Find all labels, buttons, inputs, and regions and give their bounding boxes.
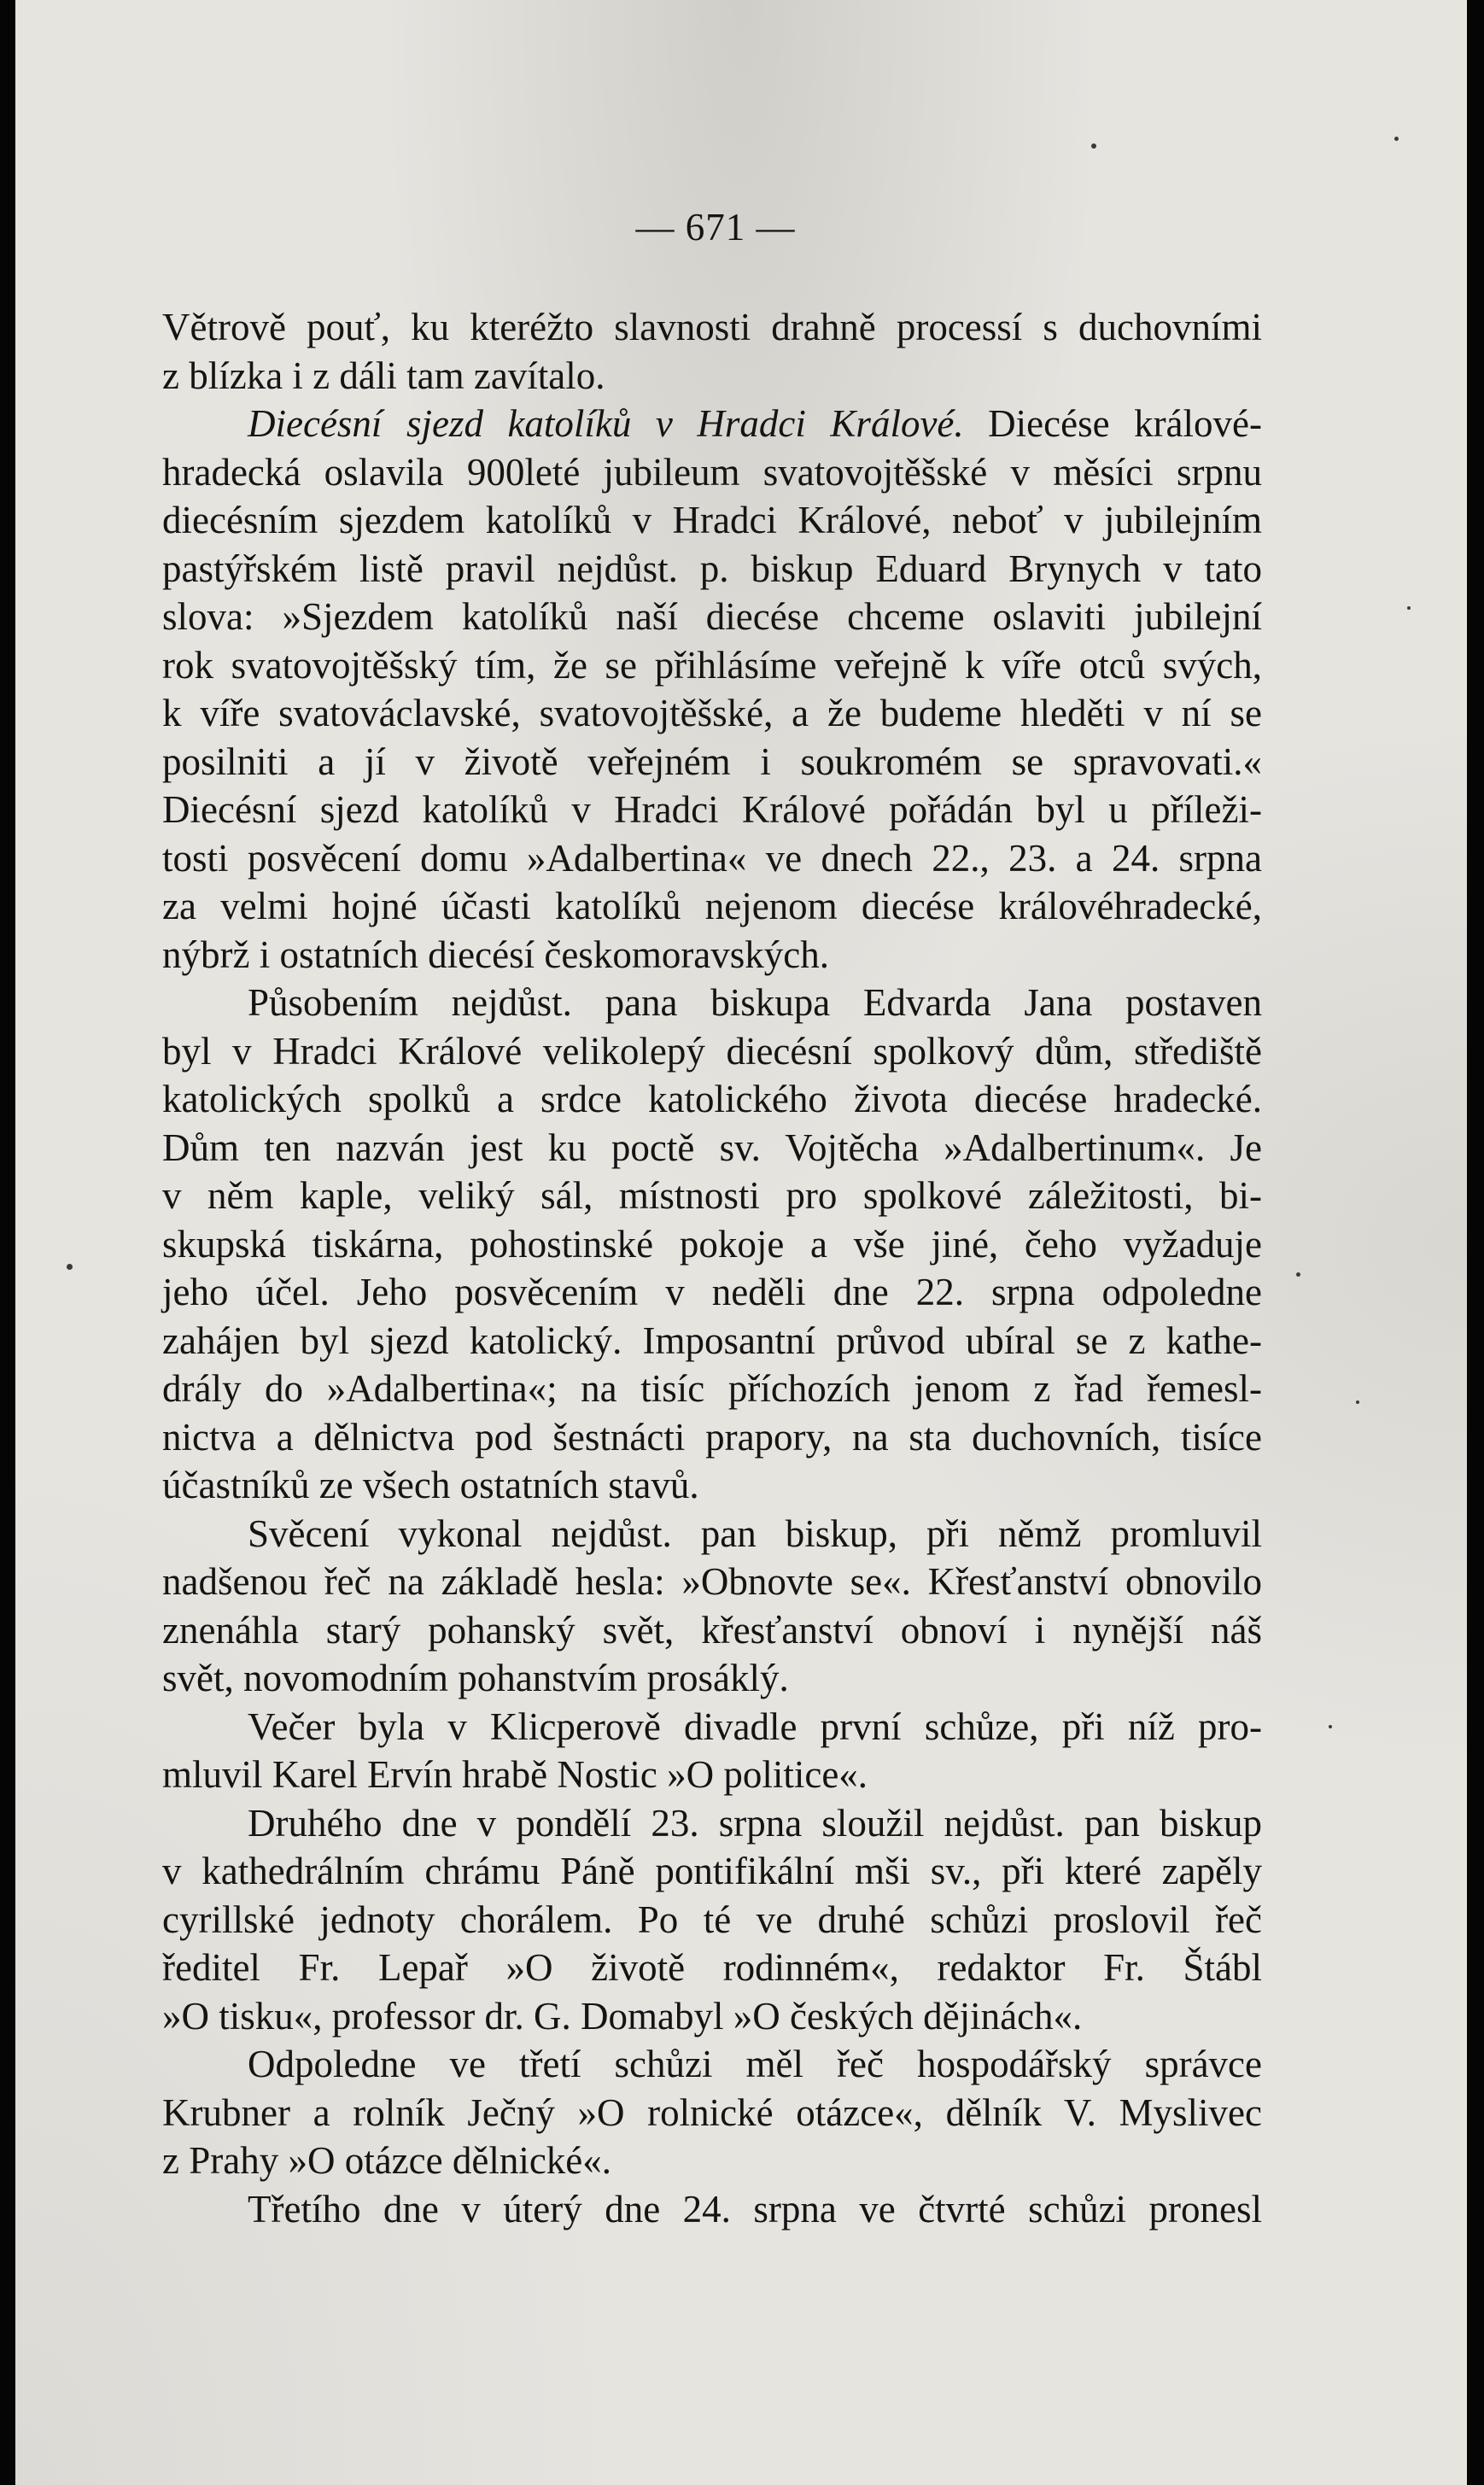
text-segment: ředitel Fr. Lepař »O životě rodinném«, redaktor Fr. Štábl: [162, 1946, 1262, 1989]
scan-speck: [1394, 137, 1399, 141]
text-segment: jeho účel. Jeho posvěcením v neděli dne 22. srpna odpoledne: [162, 1271, 1262, 1313]
page-number: — 671 —: [635, 206, 796, 248]
text-segment: mluvil Karel Ervín hrabě Nostic »O politice«.: [162, 1753, 868, 1796]
text-line: [162, 1654, 1262, 1703]
text-line: [162, 1268, 1262, 1317]
text-segment: z Prahy »O otázce dělnické«.: [162, 2139, 612, 2182]
text-segment: nadšenou řeč na základě hesla: »Obnovte se«. Křesťanství obnovilo: [162, 1560, 1262, 1603]
scan-speck: [1356, 1400, 1359, 1404]
text-segment: pastýřském listě pravil nejdůst. p. biskup Eduard Brynych v tato: [162, 547, 1262, 590]
text-segment: drály do »Adalbertina«; na tisíc příchozích jenom z řad řemesl-: [162, 1367, 1262, 1410]
text-segment: Druhého dne v pondělí 23. srpna sloužil nejdůst. pan biskup: [248, 1801, 1262, 1845]
text-line: [162, 2089, 1262, 2137]
text-segment: znenáhla starý pohanský svět, křesťanství obnoví i nynější náš: [162, 1608, 1262, 1652]
text-line: [162, 1896, 1262, 1944]
text-segment: byl v Hradci Králové velikolepý diecésní spolkový dům, střediště: [162, 1029, 1262, 1073]
text-line: [162, 738, 1262, 786]
text-line: [162, 641, 1262, 690]
text-segment: posilniti a jí v životě veřejném i soukromém se spravovati.«: [162, 740, 1262, 783]
text-line: [162, 1703, 1262, 1751]
text-segment: katolických spolků a srdce katolického života diecése hradecké.: [162, 1078, 1262, 1120]
scan-speck: [67, 1264, 73, 1270]
text-line: [162, 1220, 1262, 1269]
text-line: [162, 593, 1262, 641]
text-line: [162, 1944, 1262, 1992]
text-line: [162, 786, 1262, 834]
text-segment: »O tisku«, professor dr. G. Domabyl »O českých dějinách«.: [162, 1994, 1083, 2038]
text-segment: zahájen byl sjezd katolický. Imposantní průvod ubíral se z kathe-: [162, 1319, 1262, 1362]
text-line: [162, 1799, 1262, 1848]
text-segment: diecésním sjezdem katolíků v Hradci Králové, neboť v jubilejním: [162, 499, 1262, 541]
text-segment: nýbrž i ostatních diecésí českomoravských.: [162, 933, 830, 976]
text-line: [162, 882, 1262, 931]
text-line: [162, 1606, 1262, 1655]
text-segment: Večer byla v Klicperově divadle první schůze, při níž pro-: [248, 1704, 1262, 1748]
text-segment: v kathedrálním chrámu Páně pontifikální mši sv., při které zapěly: [162, 1850, 1262, 1892]
text-segment: nictva a dělnictva pod šestnácti prapory, na sta duchovních, tisíce: [162, 1415, 1262, 1459]
section-heading: Diecésní sjezd katolíků v Hradci Králové.: [248, 402, 964, 445]
text-line: [162, 931, 1262, 979]
text-segment: z blízka i z dáli tam zavítalo.: [162, 354, 605, 397]
text-line: [162, 1413, 1262, 1462]
text-segment: hradecká oslavila 900leté jubileum svatovojtěšské v měsíci srpnu: [162, 450, 1262, 494]
text-line: [162, 400, 1262, 448]
text-line: [162, 1751, 1262, 1799]
text-segment: v něm kaple, veliký sál, místnosti pro spolkové záležitosti, bi-: [162, 1174, 1262, 1217]
scanned-page: [15, 0, 1467, 2485]
text-segment: slova: »Sjezdem katolíků naší diecése chceme oslaviti jubilejní: [162, 595, 1262, 638]
text-segment: Působením nejdůst. pana biskupa Edvarda Jana postaven: [248, 981, 1262, 1024]
text-line: [162, 545, 1262, 593]
text-segment: Odpoledne ve třetí schůzi měl řeč hospodářský správce: [248, 2043, 1262, 2085]
scan-speck: [1091, 143, 1096, 149]
text-line: [162, 1461, 1262, 1510]
text-segment: skupská tiskárna, pohostinské pokoje a vše jiné, čeho vyžaduje: [162, 1222, 1262, 1266]
text-segment: Krubner a rolník Ječný »O rolnické otázce«, dělník V. Myslivec: [162, 2090, 1262, 2134]
text-line: [162, 352, 1262, 401]
text-line: [162, 1992, 1262, 2041]
text-line: [162, 1317, 1262, 1365]
text-line: [162, 303, 1262, 352]
text-line: [162, 1558, 1262, 1606]
text-line: [162, 1172, 1262, 1220]
scan-speck: [1296, 1272, 1300, 1277]
text-segment: Větrově pouť, ku kteréžto slavnosti drahně processí s duchovními: [162, 306, 1262, 348]
text-segment: tosti posvěcení domu »Adalbertina« ve dnech 22., 23. a 24. srpna: [162, 836, 1262, 880]
text-segment: cyrillské jednoty chorálem. Po té ve druhé schůzi proslovil řeč: [162, 1897, 1262, 1941]
text-line: [162, 979, 1262, 1027]
text-line: [162, 1027, 1262, 1076]
text-segment: k víře svatováclavské, svatovojtěšské, a že budeme hleděti v ní se: [162, 692, 1262, 734]
scan-speck: [1329, 1725, 1332, 1728]
text-line: [162, 689, 1262, 738]
text-segment: účastníků ze všech ostatních stavů.: [162, 1464, 699, 1506]
text-line: [162, 448, 1262, 497]
text-segment: Svěcení vykonal nejdůst. pan biskup, při němž promluvil: [248, 1511, 1262, 1555]
scan-speck: [1407, 606, 1411, 610]
text-line: [162, 1847, 1262, 1896]
text-line: [162, 1510, 1262, 1558]
text-segment: Třetího dne v úterý dne 24. srpna ve čtvrté schůzi pronesl: [248, 2187, 1262, 2231]
text-line: [162, 2137, 1262, 2185]
text-line: [162, 1075, 1262, 1124]
text-line: [162, 2185, 1262, 2234]
text-segment: Dům ten nazván jest ku poctě sv. Vojtěcha »Adalbertinum«. Je: [162, 1126, 1262, 1169]
text-segment: svět, novomodním pohanstvím prosáklý.: [162, 1657, 789, 1699]
text-line: [162, 2040, 1262, 2089]
text-line: [162, 1365, 1262, 1413]
text-segment: rok svatovojtěšský tím, že se přihlásíme veřejně k víře otců svých,: [162, 643, 1262, 687]
text-line: [162, 1124, 1262, 1172]
body-text: [162, 303, 1262, 2233]
text-line: [162, 834, 1262, 883]
text-segment: Diecésní sjezd katolíků v Hradci Králové pořádán byl u příleži-: [162, 788, 1262, 831]
text-segment: Diecése králové-: [963, 402, 1262, 445]
text-segment: za velmi hojné účasti katolíků nejenom diecése královéhradecké,: [162, 885, 1262, 927]
text-line: [162, 496, 1262, 545]
